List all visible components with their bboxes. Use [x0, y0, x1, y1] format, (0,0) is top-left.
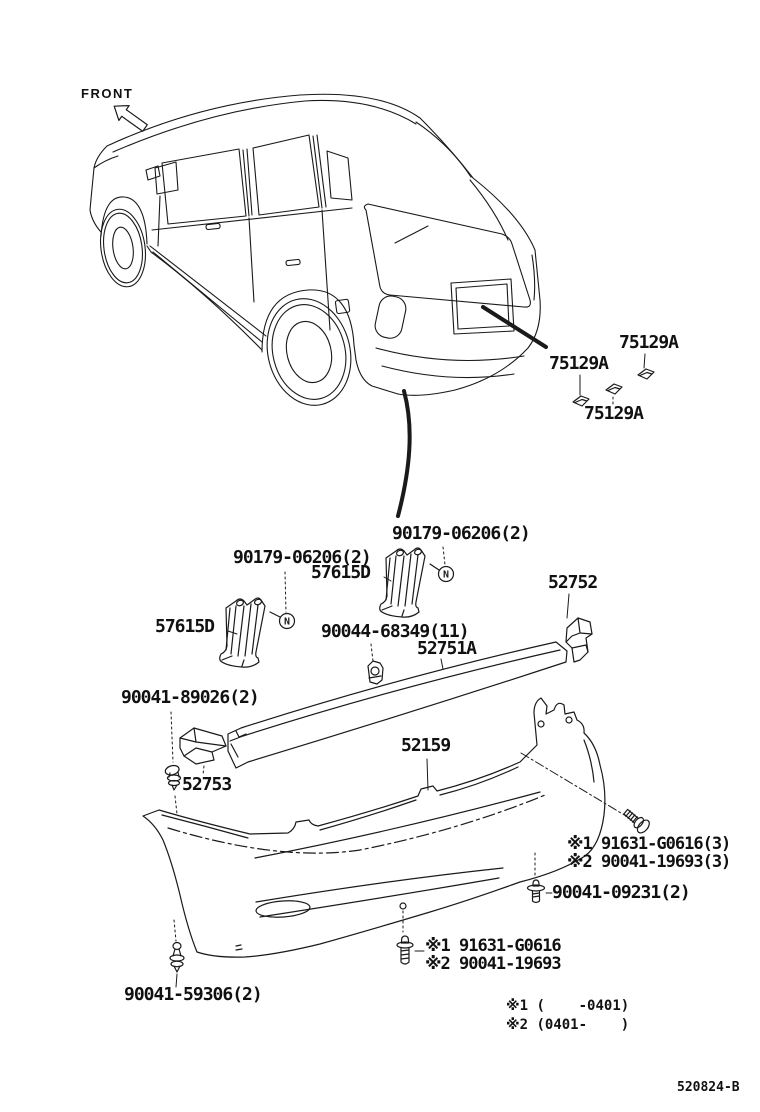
nut-letter: N: [283, 616, 291, 628]
clip-spacer-left: [164, 764, 180, 790]
part-label-90041-09231: 90041-09231(2): [552, 882, 690, 903]
part-label-90179-left: 90179-06206(2): [233, 547, 371, 568]
footnote-1: ※1 ( -0401): [506, 998, 630, 1014]
spacer-52752: [566, 618, 592, 662]
car-illustration: [90, 94, 540, 414]
part-label-side-screw-v2: ※2 90041-19693(3): [567, 852, 731, 872]
nut-symbol-left: [270, 612, 295, 629]
part-label-90041-59306: 90041-59306(2): [124, 984, 262, 1005]
part-label-57615d-right: 57615D: [311, 562, 371, 583]
retainer-clip-90044: [368, 661, 383, 684]
bolt-bottom-center: [397, 936, 413, 964]
part-label-57615d-left: 57615D: [155, 616, 215, 637]
leader-lines-thick: [398, 307, 546, 516]
part-label-75129a-top: 75129A: [619, 332, 679, 353]
part-label-75129a-left: 75129A: [549, 353, 609, 374]
side-support-left: [220, 598, 265, 667]
part-label-bottom-screw-v1: ※1 91631-G0616: [425, 936, 561, 956]
part-label-52753: 52753: [182, 774, 232, 795]
part-label-90179-right: 90179-06206(2): [392, 523, 530, 544]
spacer-52753: [180, 728, 226, 764]
document-number: 520824-B: [677, 1080, 740, 1095]
pin-bottom-left: [170, 943, 184, 973]
front-direction-label: FRONT: [81, 86, 134, 101]
part-label-side-screw-v1: ※1 91631-G0616(3): [567, 834, 731, 854]
leader-dashdot-side-screw: [521, 753, 626, 816]
screw-side-diagonal: [621, 806, 652, 835]
part-label-52751a: 52751A: [417, 638, 477, 659]
nut-letter: N: [442, 569, 450, 581]
nut-symbol-right: [430, 564, 454, 582]
part-label-90044: 90044-68349(11): [321, 621, 469, 642]
part-label-52159: 52159: [401, 735, 451, 756]
front-direction-arrow: [114, 106, 147, 132]
reinforcement-bar-52751a: [228, 638, 567, 768]
part-label-bottom-screw-v2: ※2 90041-19693: [425, 954, 561, 974]
bumper-cover-52159: [143, 698, 605, 957]
part-label-90041-89026: 90041-89026(2): [121, 687, 259, 708]
footnote-2: ※2 (0401- ): [506, 1017, 630, 1033]
part-label-52752: 52752: [548, 572, 598, 593]
part-label-75129a-bottom: 75129A: [584, 403, 644, 424]
side-support-right: [380, 548, 425, 617]
screw-side-vertical: [528, 880, 545, 903]
